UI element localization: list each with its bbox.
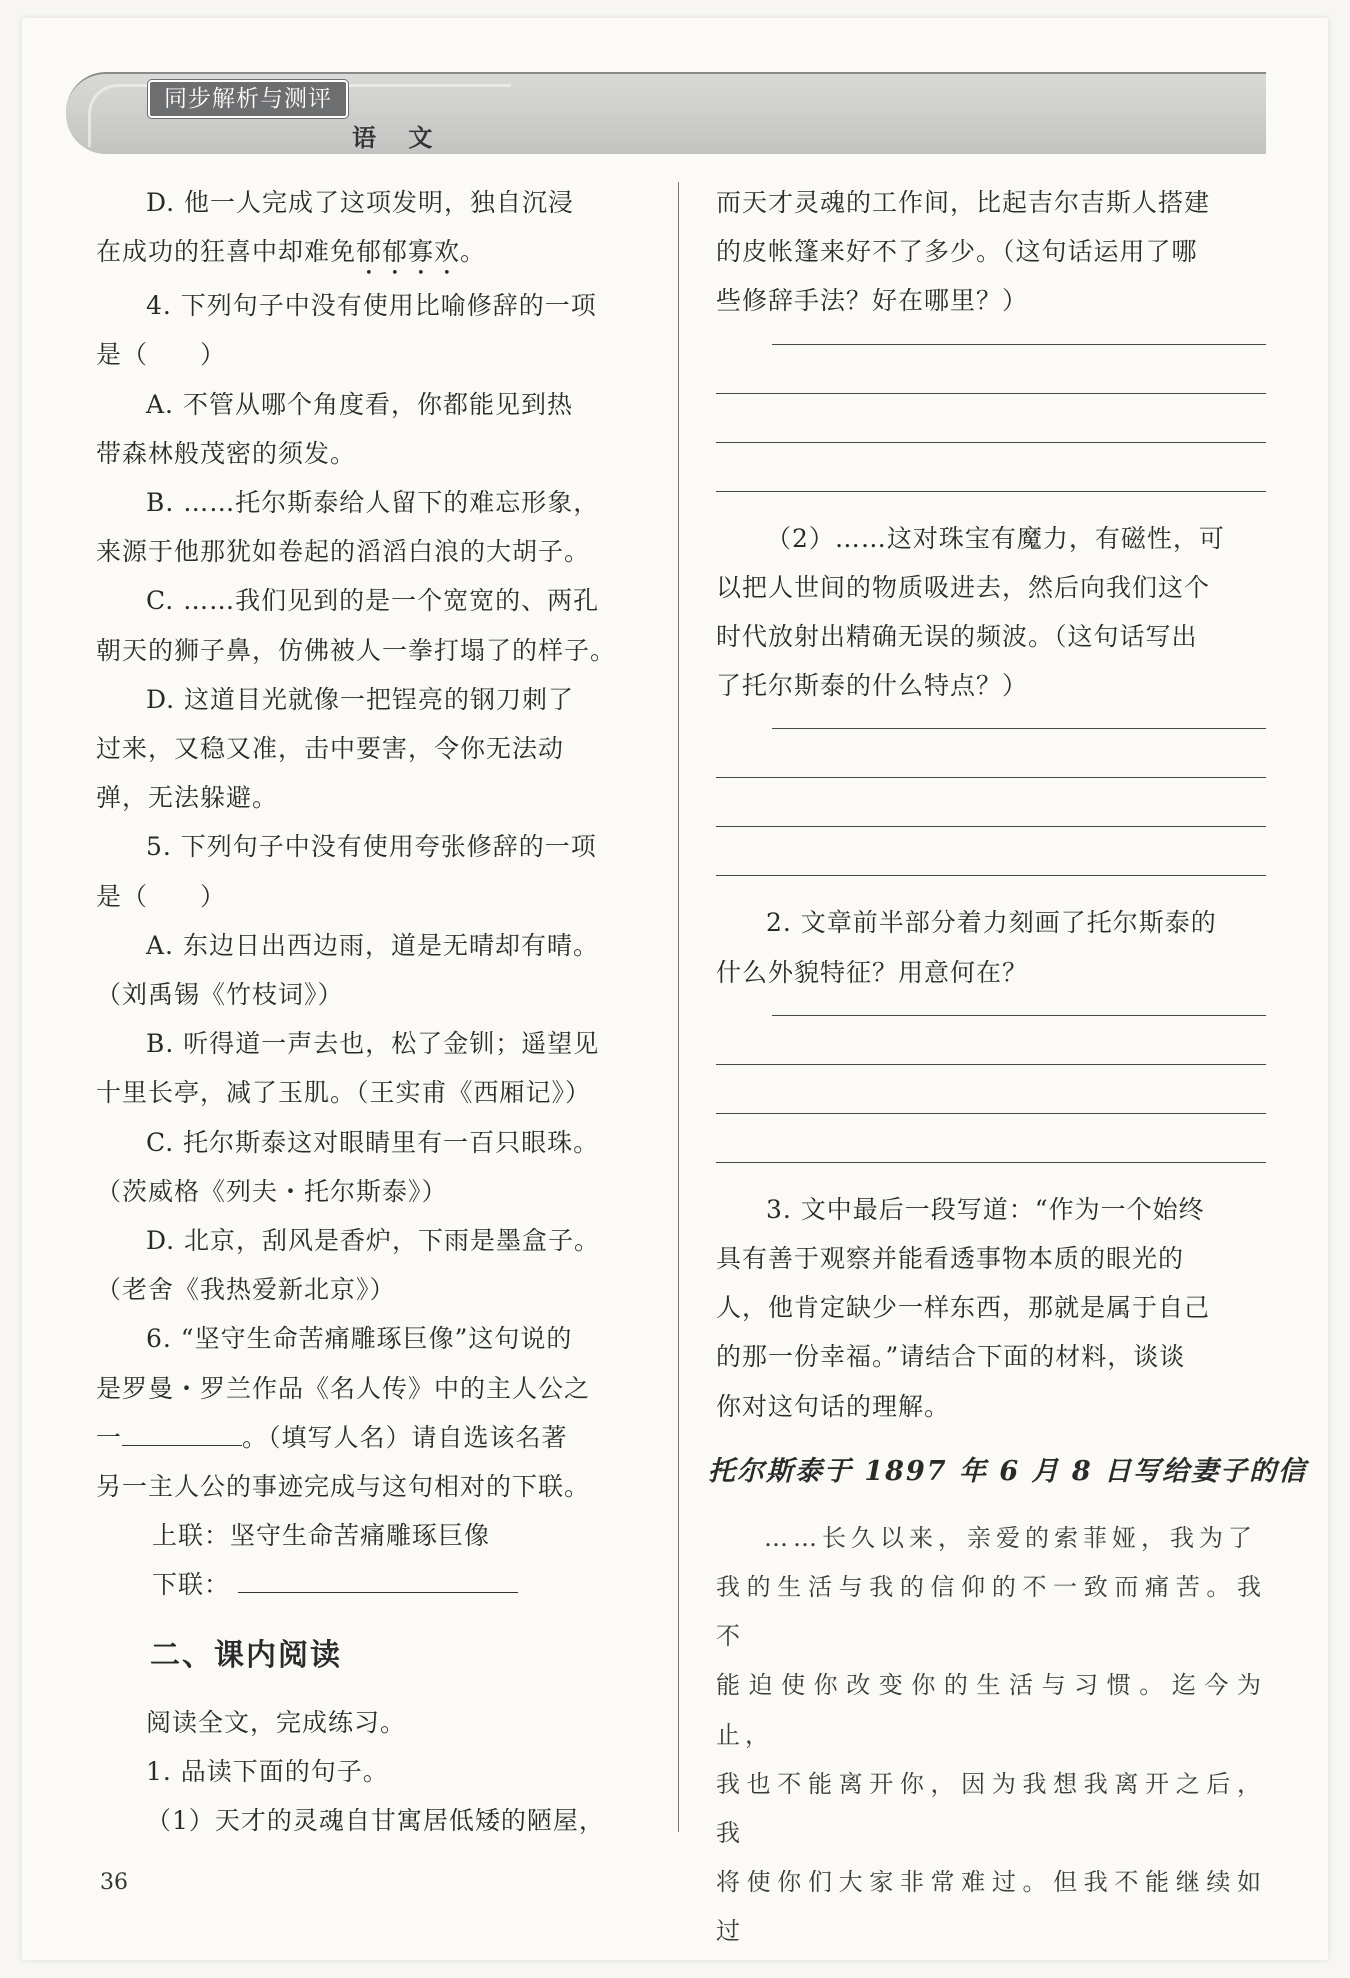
sentence-1-cont: 而天才灵魂的工作间，比起吉尔吉斯人搭建	[716, 188, 1211, 217]
option-d-line2	[96, 227, 644, 281]
text-span: 一	[96, 1422, 123, 1452]
text-span: 。（填写人名）请自选该名著	[242, 1422, 568, 1452]
question-5-answer-bracket: 是（ ）	[96, 881, 227, 911]
reading-question-3-cont2: 人，他肯定缺少一样东西，那就是属于自己	[716, 1293, 1211, 1323]
q4-option-c: C. ……我们见到的是一个宽宽的、两孔	[146, 586, 600, 616]
reading-sentence-2-cont3: 了托尔斯泰的什么特点？）	[716, 671, 1029, 701]
column-divider	[678, 182, 679, 1832]
left-column	[96, 178, 644, 1845]
section-heading: 二、课内阅读	[150, 1637, 342, 1673]
q4-option-c-cont: 朝天的狮子鼻，仿佛被人一拳打塌了的样子。	[96, 635, 617, 665]
letter-line: ……长久以来，亲爱的索菲娅，我为了	[764, 1523, 1257, 1552]
name-answer-blank[interactable]	[122, 1421, 242, 1446]
couplet-upper: 上联：坚守生命苦痛雕琢巨像	[152, 1521, 491, 1551]
answer-line[interactable]	[716, 442, 1266, 443]
q4-option-b-cont: 来源于他那犹如卷起的滔滔白浪的大胡子。	[96, 537, 591, 567]
q4-option-a-cont: 带森林般茂密的须发。	[96, 438, 357, 468]
q5-option-b: B. 听得道一声去也，松了金钏；遥望见	[146, 1029, 600, 1059]
reading-question-1: 1. 品读下面的句子。	[146, 1756, 389, 1786]
q5-option-d-source: （老舍《我热爱新北京》）	[96, 1275, 396, 1305]
series-title: 同步解析与测评	[148, 80, 348, 118]
question-4: 4. 下列句子中没有使用比喻修辞的一项	[146, 291, 597, 321]
reading-question-3: 3. 文中最后一段写道：“作为一个始终	[766, 1194, 1205, 1224]
reading-question-3-cont3: 的那一份幸福。”请结合下面的材料，谈谈	[716, 1342, 1186, 1372]
answer-line[interactable]	[716, 393, 1266, 394]
letter-line: 将使你们大家非常难过。但我不能继续如过	[716, 1868, 1266, 1946]
reading-sentence-2: （2）……这对珠宝有魔力，有磁性，可	[766, 523, 1225, 553]
question-5: 5. 下列句子中没有使用夸张修辞的一项	[146, 832, 597, 862]
answer-line[interactable]	[716, 777, 1266, 778]
reading-question-2: 2. 文章前半部分着力刻画了托尔斯泰的	[766, 908, 1217, 938]
q5-option-c-source: （茨威格《列夫・托尔斯泰》）	[96, 1176, 448, 1206]
answer-line[interactable]	[716, 826, 1266, 827]
letter-line: 我的生活与我的信仰的不一致而痛苦。我不	[716, 1573, 1266, 1651]
answer-lines-1[interactable]	[716, 344, 1266, 492]
q5-option-d: D. 北京，刮风是香炉，下雨是墨盒子。	[146, 1226, 601, 1256]
emphasized-phrase: 郁郁寡欢	[356, 237, 461, 267]
sentence-1-cont3: 些修辞手法？好在哪里？）	[716, 286, 1029, 316]
text-span: 下联：	[152, 1570, 231, 1600]
reading-sentence-2-cont: 以把人世间的物质吸进去，然后向我们这个	[716, 572, 1211, 602]
subject-title: 语 文	[352, 124, 445, 152]
q4-option-d-cont2: 弹，无法躲避。	[96, 783, 279, 813]
text-span: 。	[460, 237, 487, 267]
letter-line: 能迫使你改变你的生活与习惯。迄今为止，	[716, 1671, 1266, 1749]
question-6-instruction: 另一主人公的事迹完成与这句相对的下联。	[96, 1472, 591, 1502]
q5-option-a: A. 东边日出西边雨，道是无晴却有晴。	[146, 930, 599, 960]
answer-line[interactable]	[716, 1064, 1266, 1065]
text-span: 在成功的狂喜中却难免	[96, 237, 357, 267]
question-4-answer-bracket: 是（ ）	[96, 340, 227, 370]
question-6-fill-line	[96, 1413, 644, 1462]
q5-option-a-source: （刘禹锡《竹枝词》）	[96, 980, 344, 1010]
q5-option-c: C. 托尔斯泰这对眼睛里有一百只眼珠。	[146, 1127, 600, 1157]
answer-line[interactable]	[772, 728, 1266, 729]
option-d-line1: D. 他一人完成了这项发明，独自沉浸	[146, 188, 575, 217]
reading-question-3-cont: 具有善于观察并能看透事物本质的眼光的	[716, 1244, 1185, 1274]
question-6-cont: 是罗曼・罗兰作品《名人传》中的主人公之	[96, 1373, 591, 1403]
reading-question-3-cont4: 你对这句话的理解。	[716, 1391, 951, 1421]
q4-option-d: D. 这道目光就像一把锃亮的钢刀刺了	[146, 684, 575, 714]
answer-lines-3[interactable]	[716, 1015, 1266, 1163]
q4-option-d-cont: 过来，又稳又准，击中要害，令你无法动	[96, 734, 565, 764]
answer-line[interactable]	[716, 1162, 1266, 1163]
q4-option-b: B. ……托尔斯泰给人留下的难忘形象，	[146, 488, 600, 518]
right-column	[708, 178, 1308, 1957]
reading-sentence-1: （1）天才的灵魂自甘寓居低矮的陋屋，	[146, 1806, 605, 1836]
q4-option-a: A. 不管从哪个角度看，你都能见到热	[146, 389, 573, 419]
couplet-answer-blank[interactable]	[238, 1564, 518, 1593]
reading-question-2-cont: 什么外貌特征？用意何在？	[716, 957, 1029, 987]
answer-line[interactable]	[772, 1015, 1266, 1016]
couplet-lower	[96, 1560, 644, 1609]
letter-title: 托尔斯泰于 1897 年 6 月 8 日写给妻子的信	[708, 1455, 1308, 1487]
letter-line: 我也不能离开你，因为我想我离开之后，我	[716, 1769, 1266, 1848]
question-6: 6. “坚守生命苦痛雕琢巨像”这句说的	[146, 1324, 573, 1354]
answer-line[interactable]	[716, 491, 1266, 492]
answer-line[interactable]	[716, 1113, 1266, 1114]
q5-option-b-cont: 十里长亭，减了玉肌。（王实甫《西厢记》）	[96, 1078, 592, 1108]
answer-line[interactable]	[772, 344, 1266, 345]
reading-instruction: 阅读全文，完成练习。	[146, 1707, 407, 1737]
page-number: 36	[100, 1870, 128, 1895]
reading-sentence-2-cont2: 时代放射出精确无误的频波。（这句话写出	[716, 622, 1198, 652]
answer-lines-2[interactable]	[716, 728, 1266, 876]
answer-line[interactable]	[716, 875, 1266, 876]
sentence-1-cont2: 的皮帐篷来好不了多少。（这句话运用了哪	[716, 237, 1198, 267]
